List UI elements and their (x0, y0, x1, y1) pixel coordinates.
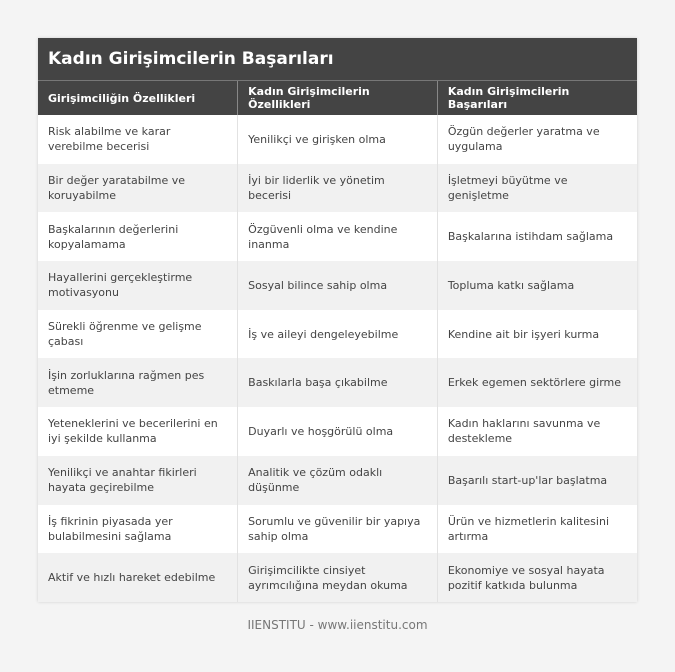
achievements-table-card (38, 38, 637, 602)
table-cell: Kadın haklarını savunma ve destekleme (437, 407, 637, 456)
table-row (38, 407, 637, 456)
table-cell: Özgün değerler yaratma ve uygulama (437, 115, 637, 164)
table-cell: Yenilikçi ve girişken olma (238, 115, 438, 164)
table-cell: Yeteneklerini ve becerilerini en iyi şekilde kullanma (38, 407, 238, 456)
table-cell: İşletmeyi büyütme ve genişletme (437, 164, 637, 213)
table-cell: Risk alabilme ve karar verebilme becerisi (38, 115, 238, 164)
footer-credit: IIENSTITU - www.iienstitu.com (247, 618, 428, 632)
table-cell: Topluma katkı sağlama (437, 261, 637, 310)
table-cell: Başkalarına istihdam sağlama (437, 212, 637, 261)
table-row (38, 261, 637, 310)
table-row (38, 553, 637, 602)
table-cell: Kendine ait bir işyeri kurma (437, 310, 637, 359)
table-cell: Aktif ve hızlı hareket edebilme (38, 553, 238, 602)
table-cell: Duyarlı ve hoşgörülü olma (238, 407, 438, 456)
table-cell: Erkek egemen sektörlere girme (437, 358, 637, 407)
column-header: Girişimciliğin Özellikleri (38, 81, 238, 115)
table-cell: Sosyal bilince sahip olma (238, 261, 438, 310)
table-cell: Başarılı start-up'lar başlatma (437, 456, 637, 505)
achievements-table (38, 81, 637, 602)
table-cell: Hayallerini gerçekleştirme motivasyonu (38, 261, 238, 310)
column-header: Kadın Girişimcilerin Özellikleri (238, 81, 438, 115)
table-row (38, 358, 637, 407)
table-row (38, 456, 637, 505)
header-row (38, 81, 637, 115)
table-cell: İş ve aileyi dengeleyebilme (238, 310, 438, 359)
table-cell: Yenilikçi ve anahtar fikirleri hayata geçirebilme (38, 456, 238, 505)
table-cell: Sürekli öğrenme ve gelişme çabası (38, 310, 238, 359)
table-row (38, 212, 637, 261)
table-cell: Başkalarının değerlerini kopyalamama (38, 212, 238, 261)
column-header: Kadın Girişimcilerin Başarıları (437, 81, 637, 115)
table-row (38, 115, 637, 164)
table-row (38, 310, 637, 359)
table-cell: Bir değer yaratabilme ve koruyabilme (38, 164, 238, 213)
table-cell: Ürün ve hizmetlerin kalitesini artırma (437, 505, 637, 554)
table-cell: Analitik ve çözüm odaklı düşünme (238, 456, 438, 505)
table-cell: Girişimcilikte cinsiyet ayrımcılığına meydan okuma (238, 553, 438, 602)
table-cell: Özgüvenli olma ve kendine inanma (238, 212, 438, 261)
table-cell: Sorumlu ve güvenilir bir yapıya sahip olma (238, 505, 438, 554)
table-cell: İş fikrinin piyasada yer bulabilmesini sağlama (38, 505, 238, 554)
table-cell: İyi bir liderlik ve yönetim becerisi (238, 164, 438, 213)
table-title: Kadın Girişimcilerin Başarıları (38, 38, 637, 81)
table-cell: Baskılarla başa çıkabilme (238, 358, 438, 407)
table-row (38, 164, 637, 213)
table-cell: Ekonomiye ve sosyal hayata pozitif katkıda bulunma (437, 553, 637, 602)
table-row (38, 505, 637, 554)
table-cell: İşin zorluklarına rağmen pes etmeme (38, 358, 238, 407)
